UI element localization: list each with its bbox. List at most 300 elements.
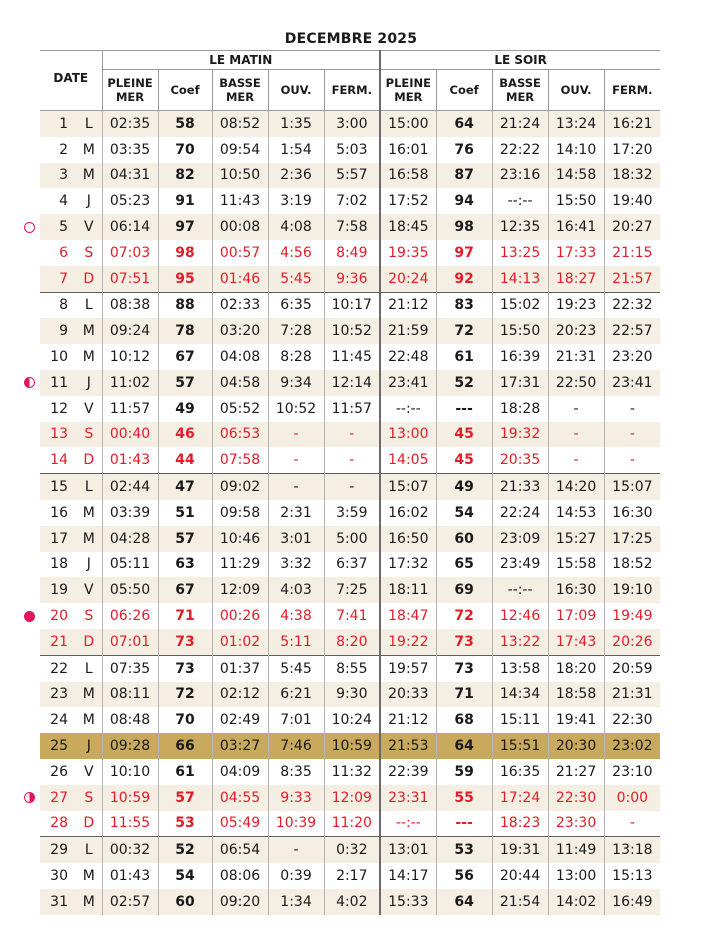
table-row [40,344,660,370]
evening-high-tide-cell: 21:12 [380,292,436,318]
morning-high-tide-cell: 07:01 [102,629,158,655]
morning-low-tide-cell: 12:09 [212,577,268,603]
morning-open-cell: 2:36 [268,163,324,189]
weekday-cell: M [76,137,102,163]
evening-low-tide-cell: 15:02 [492,292,548,318]
evening-close-cell: 20:26 [604,629,660,655]
morning-low-tide-cell: 05:49 [212,811,268,837]
evening-open-cell: 22:30 [548,785,604,811]
morning-close-cell: 12:14 [324,370,380,396]
morning-low-tide-cell: 08:52 [212,111,268,137]
table-row [40,370,660,396]
evening-high-tide-cell: 14:05 [380,447,436,473]
evening-coef-cell: 92 [436,266,492,292]
morning-low-tide-cell: 04:58 [212,370,268,396]
evening-open-cell: 15:50 [548,188,604,214]
morning-high-tide-cell: 10:10 [102,759,158,785]
evening-open-cell: 22:50 [548,370,604,396]
day-cell: 18 [40,552,76,578]
morning-coef-cell: 67 [158,344,212,370]
evening-coef-cell: 60 [436,526,492,552]
morning-close-cell: 7:02 [324,188,380,214]
weekday-cell: S [76,240,102,266]
evening-high-tide-cell: 19:22 [380,629,436,655]
evening-close-cell: 23:10 [604,759,660,785]
evening-open-cell: 19:23 [548,292,604,318]
evening-coef-cell: 97 [436,240,492,266]
evening-high-tide-cell: --:-- [380,811,436,837]
morning-high-tide-cell: 07:35 [102,655,158,681]
evening-low-tide-cell: 17:24 [492,785,548,811]
evening-high-tide-cell: 15:00 [380,111,436,137]
weekday-cell: V [76,214,102,240]
evening-low-tide-cell: 20:35 [492,447,548,473]
day-cell: 2 [40,137,76,163]
weekday-cell: J [76,733,102,759]
table-row [40,447,660,473]
morning-open-cell: 8:35 [268,759,324,785]
evening-coef-cell: 61 [436,344,492,370]
header-morning-high-tide: PLEINE MER [102,70,158,111]
evening-low-tide-cell: --:-- [492,188,548,214]
table-row [40,785,660,811]
morning-close-cell: 6:37 [324,552,380,578]
morning-low-tide-cell: 02:12 [212,682,268,708]
evening-open-cell: 14:20 [548,474,604,500]
morning-low-tide-cell: 08:06 [212,863,268,889]
weekday-cell: M [76,863,102,889]
morning-coef-cell: 78 [158,318,212,344]
morning-coef-cell: 73 [158,655,212,681]
morning-low-tide-cell: 05:52 [212,396,268,422]
evening-close-cell: 22:32 [604,292,660,318]
evening-high-tide-cell: 13:00 [380,422,436,448]
evening-high-tide-cell: 16:02 [380,500,436,526]
evening-coef-cell: 71 [436,682,492,708]
header-morning: LE MATIN [102,51,380,70]
evening-high-tide-cell: 18:47 [380,603,436,629]
morning-open-cell: 4:03 [268,577,324,603]
day-cell: 5 [40,214,76,240]
day-cell: 25 [40,733,76,759]
day-cell: 4 [40,188,76,214]
evening-high-tide-cell: 16:58 [380,163,436,189]
morning-close-cell: 10:24 [324,707,380,733]
evening-low-tide-cell: 12:35 [492,214,548,240]
morning-high-tide-cell: 06:26 [102,603,158,629]
morning-close-cell: 10:59 [324,733,380,759]
morning-high-tide-cell: 00:40 [102,422,158,448]
morning-coef-cell: 57 [158,785,212,811]
morning-low-tide-cell: 00:26 [212,603,268,629]
morning-low-tide-cell: 00:57 [212,240,268,266]
evening-close-cell: 15:13 [604,863,660,889]
evening-coef-cell: --- [436,811,492,837]
evening-open-cell: 18:27 [548,266,604,292]
evening-low-tide-cell: 16:35 [492,759,548,785]
morning-coef-cell: 58 [158,111,212,137]
morning-open-cell: 1:35 [268,111,324,137]
weekday-cell: D [76,447,102,473]
table-row [40,396,660,422]
weekday-cell: S [76,422,102,448]
morning-low-tide-cell: 10:46 [212,526,268,552]
morning-low-tide-cell: 02:33 [212,292,268,318]
morning-close-cell: 7:25 [324,577,380,603]
table-row [40,655,660,681]
table-row [40,682,660,708]
table-row [40,629,660,655]
morning-coef-cell: 67 [158,577,212,603]
weekday-cell: D [76,266,102,292]
morning-close-cell: 9:30 [324,682,380,708]
morning-low-tide-cell: 09:54 [212,137,268,163]
morning-open-cell: 8:28 [268,344,324,370]
evening-open-cell: 14:53 [548,500,604,526]
morning-open-cell: 7:46 [268,733,324,759]
table-row [40,266,660,292]
morning-coef-cell: 70 [158,137,212,163]
weekday-cell: M [76,500,102,526]
table-row [40,759,660,785]
table-row [40,707,660,733]
evening-close-cell: - [604,811,660,837]
morning-high-tide-cell: 05:50 [102,577,158,603]
morning-open-cell: 5:45 [268,655,324,681]
morning-open-cell: 2:31 [268,500,324,526]
evening-close-cell: 19:49 [604,603,660,629]
table-row [40,422,660,448]
table-row [40,526,660,552]
evening-coef-cell: 55 [436,785,492,811]
morning-close-cell: 8:49 [324,240,380,266]
evening-high-tide-cell: --:-- [380,396,436,422]
evening-open-cell: 17:43 [548,629,604,655]
morning-open-cell: 5:11 [268,629,324,655]
evening-open-cell: 13:00 [548,863,604,889]
morning-high-tide-cell: 03:35 [102,137,158,163]
day-cell: 12 [40,396,76,422]
morning-low-tide-cell: 11:43 [212,188,268,214]
day-cell: 20 [40,603,76,629]
day-cell: 13 [40,422,76,448]
evening-close-cell: 17:25 [604,526,660,552]
morning-high-tide-cell: 08:11 [102,682,158,708]
evening-open-cell: 18:58 [548,682,604,708]
table-row [40,500,660,526]
morning-open-cell: 4:08 [268,214,324,240]
morning-coef-cell: 54 [158,863,212,889]
header-evening-open: OUV. [548,70,604,111]
morning-close-cell: 8:20 [324,629,380,655]
evening-low-tide-cell: 21:24 [492,111,548,137]
morning-coef-cell: 53 [158,811,212,837]
weekday-cell: L [76,474,102,500]
morning-coef-cell: 82 [158,163,212,189]
morning-open-cell: 7:01 [268,707,324,733]
evening-close-cell: 23:20 [604,344,660,370]
day-cell: 11 [40,370,76,396]
evening-open-cell: - [548,422,604,448]
evening-low-tide-cell: 18:28 [492,396,548,422]
morning-close-cell: 0:32 [324,837,380,863]
evening-close-cell: - [604,396,660,422]
morning-open-cell: 3:32 [268,552,324,578]
evening-high-tide-cell: 19:57 [380,655,436,681]
morning-open-cell: 6:21 [268,682,324,708]
evening-low-tide-cell: 20:44 [492,863,548,889]
morning-close-cell: 5:57 [324,163,380,189]
evening-low-tide-cell: 12:46 [492,603,548,629]
morning-open-cell: 0:39 [268,863,324,889]
table-row [40,889,660,915]
morning-high-tide-cell: 03:39 [102,500,158,526]
morning-low-tide-cell: 01:02 [212,629,268,655]
new-moon-icon [24,611,35,622]
header-morning-close: FERM. [324,70,380,111]
morning-open-cell: - [268,474,324,500]
evening-high-tide-cell: 23:31 [380,785,436,811]
evening-low-tide-cell: 13:58 [492,655,548,681]
day-cell: 14 [40,447,76,473]
morning-low-tide-cell: 04:09 [212,759,268,785]
table-row [40,111,660,137]
evening-high-tide-cell: 15:33 [380,889,436,915]
morning-coef-cell: 95 [158,266,212,292]
morning-close-cell: 7:41 [324,603,380,629]
morning-high-tide-cell: 02:57 [102,889,158,915]
day-cell: 23 [40,682,76,708]
table-row [40,163,660,189]
morning-high-tide-cell: 08:48 [102,707,158,733]
morning-coef-cell: 70 [158,707,212,733]
day-cell: 22 [40,655,76,681]
morning-low-tide-cell: 06:54 [212,837,268,863]
day-cell: 1 [40,111,76,137]
evening-coef-cell: 64 [436,889,492,915]
evening-low-tide-cell: 19:32 [492,422,548,448]
header-evening: LE SOIR [380,51,660,70]
day-cell: 21 [40,629,76,655]
morning-close-cell: 11:20 [324,811,380,837]
day-cell: 27 [40,785,76,811]
table-row [40,603,660,629]
weekday-cell: M [76,889,102,915]
tide-table [40,50,660,915]
evening-open-cell: 14:02 [548,889,604,915]
morning-low-tide-cell: 01:37 [212,655,268,681]
morning-close-cell: 12:09 [324,785,380,811]
evening-coef-cell: 73 [436,655,492,681]
weekday-cell: D [76,629,102,655]
header-evening-high-tide: PLEINE MER [380,70,436,111]
morning-high-tide-cell: 11:55 [102,811,158,837]
evening-open-cell: 21:31 [548,344,604,370]
evening-coef-cell: 72 [436,603,492,629]
evening-high-tide-cell: 17:32 [380,552,436,578]
evening-high-tide-cell: 21:53 [380,733,436,759]
evening-close-cell: 16:49 [604,889,660,915]
evening-high-tide-cell: 14:17 [380,863,436,889]
evening-coef-cell: 56 [436,863,492,889]
evening-low-tide-cell: 15:50 [492,318,548,344]
evening-open-cell: 20:23 [548,318,604,344]
evening-low-tide-cell: 17:31 [492,370,548,396]
morning-close-cell: 2:17 [324,863,380,889]
evening-open-cell: 14:58 [548,163,604,189]
evening-high-tide-cell: 18:11 [380,577,436,603]
morning-close-cell: 8:55 [324,655,380,681]
morning-close-cell: - [324,422,380,448]
evening-close-cell: 16:21 [604,111,660,137]
table-row [40,552,660,578]
table-row [40,137,660,163]
morning-high-tide-cell: 10:59 [102,785,158,811]
weekday-cell: V [76,577,102,603]
morning-high-tide-cell: 11:57 [102,396,158,422]
morning-coef-cell: 98 [158,240,212,266]
morning-low-tide-cell: 09:02 [212,474,268,500]
evening-close-cell: 15:07 [604,474,660,500]
weekday-cell: V [76,759,102,785]
weekday-cell: S [76,785,102,811]
morning-coef-cell: 73 [158,629,212,655]
weekday-cell: M [76,318,102,344]
morning-high-tide-cell: 08:38 [102,292,158,318]
table-row [40,837,660,863]
evening-close-cell: - [604,422,660,448]
evening-low-tide-cell: 21:33 [492,474,548,500]
morning-low-tide-cell: 07:58 [212,447,268,473]
morning-close-cell: 11:32 [324,759,380,785]
morning-close-cell: 7:58 [324,214,380,240]
day-cell: 6 [40,240,76,266]
morning-high-tide-cell: 01:43 [102,863,158,889]
evening-low-tide-cell: 18:23 [492,811,548,837]
weekday-cell: L [76,837,102,863]
day-cell: 17 [40,526,76,552]
morning-high-tide-cell: 05:11 [102,552,158,578]
weekday-cell: L [76,655,102,681]
evening-coef-cell: 59 [436,759,492,785]
day-cell: 7 [40,266,76,292]
evening-high-tide-cell: 17:52 [380,188,436,214]
morning-coef-cell: 88 [158,292,212,318]
morning-low-tide-cell: 02:49 [212,707,268,733]
weekday-cell: M [76,707,102,733]
morning-high-tide-cell: 10:12 [102,344,158,370]
evening-low-tide-cell: 15:11 [492,707,548,733]
morning-coef-cell: 57 [158,526,212,552]
morning-open-cell: 10:39 [268,811,324,837]
evening-close-cell: 22:30 [604,707,660,733]
evening-high-tide-cell: 19:35 [380,240,436,266]
evening-open-cell: 23:30 [548,811,604,837]
morning-coef-cell: 44 [158,447,212,473]
evening-close-cell: 21:57 [604,266,660,292]
morning-open-cell: 9:33 [268,785,324,811]
table-row [40,863,660,889]
evening-close-cell: 21:15 [604,240,660,266]
tide-rows [40,111,660,915]
day-cell: 26 [40,759,76,785]
morning-coef-cell: 71 [158,603,212,629]
morning-high-tide-cell: 07:51 [102,266,158,292]
evening-low-tide-cell: --:-- [492,577,548,603]
day-cell: 8 [40,292,76,318]
evening-high-tide-cell: 23:41 [380,370,436,396]
morning-low-tide-cell: 11:29 [212,552,268,578]
morning-coef-cell: 97 [158,214,212,240]
evening-coef-cell: 68 [436,707,492,733]
day-cell: 19 [40,577,76,603]
table-row [40,474,660,500]
evening-low-tide-cell: 16:39 [492,344,548,370]
evening-coef-cell: 53 [436,837,492,863]
evening-open-cell: 21:27 [548,759,604,785]
evening-open-cell: 11:49 [548,837,604,863]
evening-open-cell: 20:30 [548,733,604,759]
evening-low-tide-cell: 14:13 [492,266,548,292]
weekday-cell: J [76,188,102,214]
evening-coef-cell: 45 [436,447,492,473]
morning-coef-cell: 57 [158,370,212,396]
evening-open-cell: 19:41 [548,707,604,733]
morning-coef-cell: 47 [158,474,212,500]
evening-close-cell: 22:57 [604,318,660,344]
evening-coef-cell: 73 [436,629,492,655]
weekday-cell: J [76,552,102,578]
weekday-cell: D [76,811,102,837]
morning-low-tide-cell: 09:20 [212,889,268,915]
evening-high-tide-cell: 16:50 [380,526,436,552]
morning-open-cell: - [268,837,324,863]
morning-coef-cell: 51 [158,500,212,526]
morning-open-cell: 10:52 [268,396,324,422]
evening-high-tide-cell: 20:33 [380,682,436,708]
weekday-cell: M [76,682,102,708]
evening-close-cell: 19:40 [604,188,660,214]
evening-close-cell: 23:41 [604,370,660,396]
morning-high-tide-cell: 11:02 [102,370,158,396]
table-row [40,577,660,603]
weekday-cell: L [76,111,102,137]
evening-low-tide-cell: 15:51 [492,733,548,759]
header-morning-open: OUV. [268,70,324,111]
header-evening-coef: Coef [436,70,492,111]
evening-close-cell: 21:31 [604,682,660,708]
morning-coef-cell: 49 [158,396,212,422]
morning-high-tide-cell: 01:43 [102,447,158,473]
morning-open-cell: 5:45 [268,266,324,292]
evening-coef-cell: 49 [436,474,492,500]
morning-low-tide-cell: 09:58 [212,500,268,526]
evening-low-tide-cell: 14:34 [492,682,548,708]
morning-close-cell: - [324,474,380,500]
evening-coef-cell: 45 [436,422,492,448]
morning-open-cell: 1:54 [268,137,324,163]
morning-close-cell: 5:03 [324,137,380,163]
evening-low-tide-cell: 19:31 [492,837,548,863]
morning-coef-cell: 52 [158,837,212,863]
morning-close-cell: 3:59 [324,500,380,526]
morning-high-tide-cell: 06:14 [102,214,158,240]
evening-low-tide-cell: 22:22 [492,137,548,163]
morning-coef-cell: 60 [158,889,212,915]
evening-high-tide-cell: 22:48 [380,344,436,370]
morning-open-cell: - [268,447,324,473]
evening-coef-cell: 65 [436,552,492,578]
